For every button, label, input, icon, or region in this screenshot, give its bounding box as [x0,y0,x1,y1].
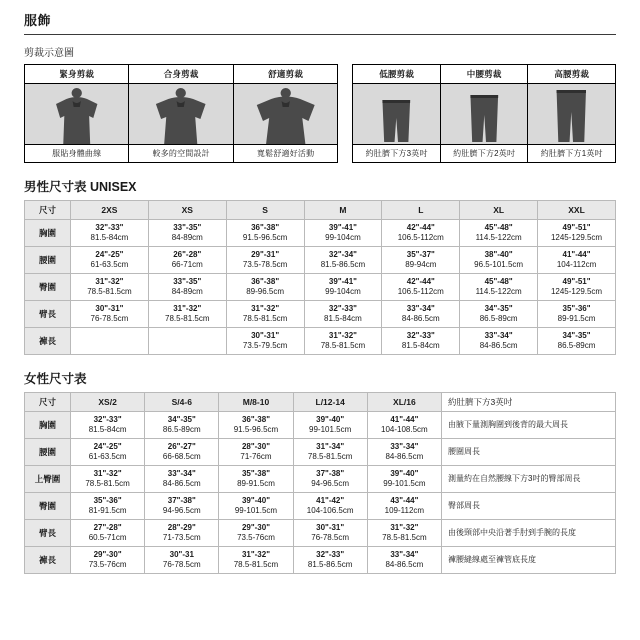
column-header-note: 約肚臍下方3英吋 [442,393,616,412]
table-cell: 45"-48" 114.5-122cm [460,220,538,247]
table-cell: 31"-32" 78.5-81.5cm [304,328,382,355]
table-cell: 37"-38" 94-96.5cm [293,466,367,493]
fit-head-relaxed: 舒適剪裁 [234,65,337,84]
table-cell: 35"-36" 89-91.5cm [538,301,616,328]
table-cell: 41"-42" 104-106.5cm [293,493,367,520]
table-row [25,439,616,466]
table-cell: 49"-51" 1245-129.5cm [538,220,616,247]
table-cell: 30"-31" 73.5-79.5cm [226,328,304,355]
table-cell: 31"-32" 78.5-81.5cm [219,547,293,574]
column-header: XXL [538,201,616,220]
torso-relaxed-fit-icon [234,84,337,144]
women-table-title: 女性尺寸表 [24,372,87,386]
table-cell: 45"-48" 114.5-122cm [460,274,538,301]
pants-mid-rise-icon [441,84,528,144]
table-cell: 32"-33" 81.5-84cm [71,412,145,439]
table-cell: 33"-34" 84-86.5cm [382,301,460,328]
torso-slim-fit-icon [25,84,128,144]
table-cell: 42"-44" 106.5-112cm [382,274,460,301]
row-label: 臂長 [25,520,71,547]
column-header: XS [148,201,226,220]
table-row [25,274,616,301]
fit-diagram-bottoms [352,64,616,163]
measure-note: 測量約在自然腰線下方3吋的臀部周長 [442,466,616,493]
table-cell: 35"-36" 81-91.5cm [71,493,145,520]
unisex-size-table [24,200,616,355]
table-cell: 39"-41" 99-104cm [304,220,382,247]
fit-column-mid-rise [441,65,529,162]
table-cell: 42"-44" 106.5-112cm [382,220,460,247]
row-label: 胸圍 [25,220,71,247]
table-cell: 34"-35" 86.5-89cm [538,328,616,355]
column-header: M [304,201,382,220]
column-header: L/12-14 [293,393,367,412]
column-header: 尺寸 [25,393,71,412]
fit-head-high-rise: 高腰剪裁 [528,65,615,84]
row-label: 褲長 [25,328,71,355]
table-cell: 26"-28" 66-71cm [148,247,226,274]
measure-note: 腰圍周長 [442,439,616,466]
table-cell: 43"-44" 109-112cm [367,493,441,520]
measure-note: 臀部周長 [442,493,616,520]
column-header: 2XS [71,201,149,220]
table-cell: 37"-38" 94-96.5cm [145,493,219,520]
table-cell: 33"-35" 84-89cm [148,220,226,247]
fit-diagram-label: 剪裁示意圖 [24,48,74,59]
pants-low-rise-icon [353,84,440,144]
table-cell: 31"-32" 78.5-81.5cm [71,274,149,301]
table-cell: 31"-32" 78.5-81.5cm [367,520,441,547]
table-cell: 35"-38" 89-91.5cm [219,466,293,493]
table-cell: 32"-33" 81.5-84cm [71,220,149,247]
table-row [25,547,616,574]
table-row [25,220,616,247]
row-label: 腰圍 [25,439,71,466]
fit-foot-slim: 服貼身體曲線 [25,144,128,162]
table-cell: 28"-30" 71-76cm [219,439,293,466]
table-row [25,493,616,520]
table-cell: 39"-40" 99-101.5cm [219,493,293,520]
table-cell-empty [148,328,226,355]
fit-head-regular: 合身剪裁 [129,65,232,84]
row-label: 上臀圍 [25,466,71,493]
table-cell: 32"-34" 81.5-86.5cm [304,247,382,274]
table-row [25,466,616,493]
table-cell: 31"-34" 78.5-81.5cm [293,439,367,466]
table-cell: 35"-37" 89-94cm [382,247,460,274]
fit-column-high-rise [528,65,615,162]
torso-regular-fit-icon [129,84,232,144]
row-label: 腰圍 [25,247,71,274]
measure-note: 由後頸部中央沿著手肘到手腕的長度 [442,520,616,547]
row-label: 臀圍 [25,493,71,520]
table-cell: 41"-44" 104-108.5cm [367,412,441,439]
table-row [25,520,616,547]
fit-foot-high-rise: 約肚臍下方1英吋 [528,144,615,162]
table-cell: 38"-40" 96.5-101.5cm [460,247,538,274]
fit-head-slim: 緊身剪裁 [25,65,128,84]
table-cell: 32"-33" 81.5-84cm [304,301,382,328]
table-cell: 26"-27" 66-68.5cm [145,439,219,466]
table-cell: 39"-41" 99-104cm [304,274,382,301]
measure-note: 由腋下量測胸圍到後背的最大周長 [442,412,616,439]
table-cell: 33"-34" 84-86.5cm [460,328,538,355]
table-cell: 31"-32" 78.5-81.5cm [71,466,145,493]
fit-column-relaxed [234,65,337,162]
row-label: 褲長 [25,547,71,574]
table-cell: 29"-30" 73.5-76cm [71,547,145,574]
table-cell: 33"-34" 84-86.5cm [145,466,219,493]
table-header-row [25,393,616,412]
fit-foot-mid-rise: 約肚臍下方2英吋 [441,144,528,162]
table-cell: 36"-38" 89-96.5cm [226,274,304,301]
fit-foot-low-rise: 約肚臍下方3英吋 [353,144,440,162]
column-header: XL [460,201,538,220]
table-cell: 41"-44" 104-112cm [538,247,616,274]
column-header: 尺寸 [25,201,71,220]
table-cell: 32"-33" 81.5-86.5cm [293,547,367,574]
table-row [25,328,616,355]
table-cell: 29"-31" 73.5-78.5cm [226,247,304,274]
table-cell: 24"-25" 61-63.5cm [71,439,145,466]
table-cell: 33"-35" 84-89cm [148,274,226,301]
column-header: XS/2 [71,393,145,412]
fit-foot-regular: 較多的空間設計 [129,144,232,162]
table-cell: 36"-38" 91.5-96.5cm [219,412,293,439]
table-cell: 31"-32" 78.5-81.5cm [226,301,304,328]
table-cell: 24"-25" 61-63.5cm [71,247,149,274]
fit-diagram-tops [24,64,338,163]
measure-note: 褲腰縫線處至褲管底長度 [442,547,616,574]
fit-column-slim [25,65,129,162]
table-cell: 49"-51" 1245-129.5cm [538,274,616,301]
fit-foot-relaxed: 寬鬆舒適好活動 [234,144,337,162]
table-header-row [25,201,616,220]
table-cell: 29"-30" 73.5-76cm [219,520,293,547]
fit-column-low-rise [353,65,441,162]
table-cell: 34"-35" 86.5-89cm [460,301,538,328]
table-cell: 39"-40" 99-101.5cm [367,466,441,493]
table-cell: 36"-38" 91.5-96.5cm [226,220,304,247]
row-label: 胸圍 [25,412,71,439]
table-row [25,247,616,274]
fit-diagram [0,64,640,163]
table-cell: 28"-29" 71-73.5cm [145,520,219,547]
column-header: S/4-6 [145,393,219,412]
unisex-table-title: 男性尺寸表 UNISEX [24,180,137,194]
fit-column-regular [129,65,233,162]
table-cell: 27"-28" 60.5-71cm [71,520,145,547]
women-size-table [24,392,616,574]
column-header: XL/16 [367,393,441,412]
table-row [25,412,616,439]
table-cell-empty [71,328,149,355]
column-header: M/8-10 [219,393,293,412]
table-cell: 32"-33" 81.5-84cm [382,328,460,355]
column-header: L [382,201,460,220]
table-cell: 31"-32" 78.5-81.5cm [148,301,226,328]
row-label: 臂長 [25,301,71,328]
column-header: S [226,201,304,220]
table-cell: 33"-34" 84-86.5cm [367,547,441,574]
table-cell: 30"-31" 76-78.5cm [293,520,367,547]
table-cell: 33"-34" 84-86.5cm [367,439,441,466]
table-cell: 30"-31" 76-78.5cm [71,301,149,328]
table-cell: 30"-31 76-78.5cm [145,547,219,574]
table-cell: 39"-40" 99-101.5cm [293,412,367,439]
row-label: 臀圍 [25,274,71,301]
table-cell: 34"-35" 86.5-89cm [145,412,219,439]
fit-head-low-rise: 低腰剪裁 [353,65,440,84]
fit-head-mid-rise: 中腰剪裁 [441,65,528,84]
pants-high-rise-icon [528,84,615,144]
table-row [25,301,616,328]
page-title: 服飾 [24,13,52,28]
